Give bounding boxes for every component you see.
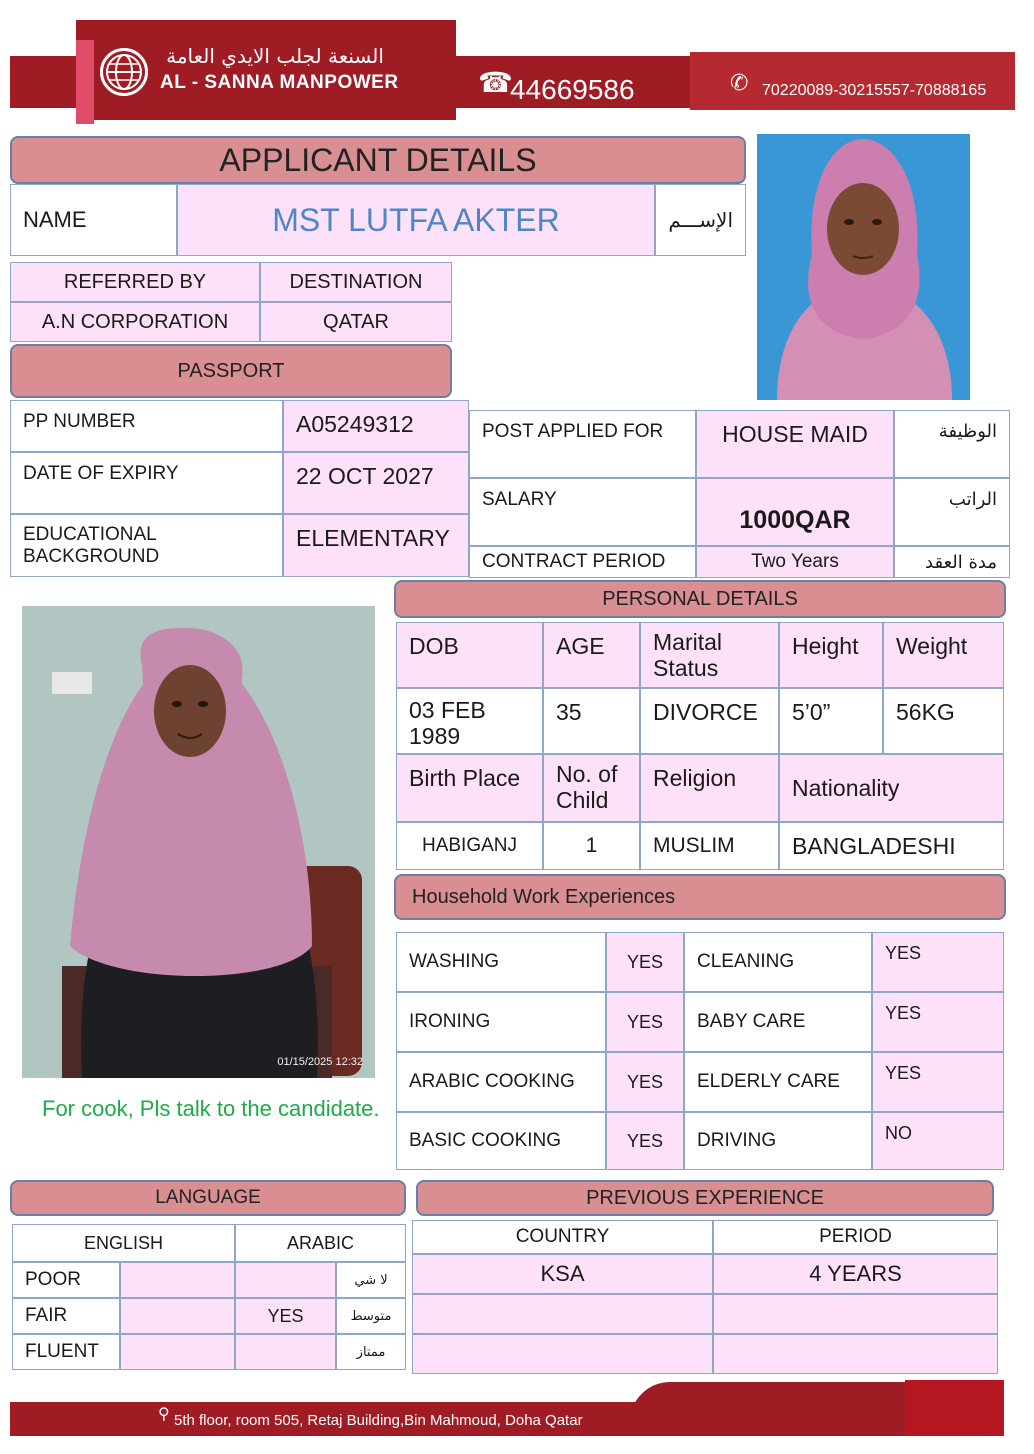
footer-address: 5th floor, room 505, Retaj Building,Bin Mahmoud, Doha Qatar — [174, 1412, 583, 1429]
post-arabic-label: الوظيفة — [894, 410, 1010, 478]
arabic-level-value — [235, 1262, 336, 1298]
weight-label: Weight — [883, 622, 1004, 688]
post-label: POST APPLIED FOR — [469, 410, 696, 478]
marital-label: Marital Status — [640, 622, 779, 688]
portrait-photo — [757, 134, 970, 400]
expiry-label: DATE OF EXPIRY — [10, 452, 283, 514]
height-value: 5’0” — [779, 688, 883, 754]
children-label: No. of Child — [543, 754, 640, 822]
skill-label: WASHING — [396, 932, 606, 992]
location-pin-icon: ⚲ — [158, 1406, 170, 1423]
passport-title: PASSPORT — [10, 344, 452, 398]
language-level: FLUENT — [12, 1334, 120, 1370]
education-value: ELEMENTARY — [283, 514, 469, 577]
applicant-details-title: APPLICANT DETAILS — [10, 136, 746, 184]
previous-country-empty — [412, 1294, 713, 1334]
language-title: LANGUAGE — [10, 1180, 406, 1216]
skill-label: ELDERLY CARE — [684, 1052, 872, 1112]
contract-arabic-label: مدة العقد — [894, 546, 1010, 578]
skill-value: YES — [872, 1052, 1004, 1112]
previous-period-value: 4 YEARS — [713, 1254, 998, 1294]
previous-period-empty — [713, 1294, 998, 1334]
language-level: POOR — [12, 1262, 120, 1298]
post-value: HOUSE MAID — [696, 410, 894, 478]
skill-value: YES — [606, 992, 684, 1052]
name-value: MST LUTFA AKTER — [177, 184, 655, 256]
personal-details-title: PERSONAL DETAILS — [394, 580, 1006, 618]
skill-label: CLEANING — [684, 932, 872, 992]
globe-logo-icon — [100, 48, 148, 96]
previous-experience-title: PREVIOUS EXPERIENCE — [416, 1180, 994, 1216]
mobile-icon: ✆ — [730, 70, 749, 95]
company-name-arabic: السنعة لجلب الايدي العامة — [166, 44, 384, 68]
pp-number-label: PP NUMBER — [10, 400, 283, 452]
skill-value: YES — [872, 992, 1004, 1052]
skill-value: YES — [606, 1052, 684, 1112]
dob-value: 03 FEB 1989 — [396, 688, 543, 754]
birthplace-value: HABIGANJ — [396, 822, 543, 870]
nationality-label: Nationality — [779, 754, 1004, 822]
previous-col-country: COUNTRY — [412, 1220, 713, 1254]
phone-number: 44669586 — [510, 74, 635, 105]
children-value: 1 — [543, 822, 640, 870]
language-level-arabic: ممتاز — [336, 1334, 406, 1370]
name-label: NAME — [10, 184, 177, 256]
company-name-english: AL - SANNA MANPOWER — [160, 72, 399, 93]
skill-value: YES — [872, 932, 1004, 992]
language-level-arabic: لا شي — [336, 1262, 406, 1298]
age-label: AGE — [543, 622, 640, 688]
referred-by-value: A.N CORPORATION — [10, 302, 260, 342]
contract-label: CONTRACT PERIOD — [469, 546, 696, 578]
header-banner — [0, 0, 1034, 130]
skill-label: ARABIC COOKING — [396, 1052, 606, 1112]
contract-value: Two Years — [696, 546, 894, 578]
salary-label: SALARY — [469, 478, 696, 546]
language-col-arabic: ARABIC — [235, 1224, 406, 1262]
weight-value: 56KG — [883, 688, 1004, 754]
arabic-level-value — [235, 1334, 336, 1370]
language-level-arabic: متوسط — [336, 1298, 406, 1334]
skill-label: DRIVING — [684, 1112, 872, 1170]
skill-label: IRONING — [396, 992, 606, 1052]
age-value: 35 — [543, 688, 640, 754]
skill-value: YES — [606, 932, 684, 992]
pp-number-value: A05249312 — [283, 400, 469, 452]
language-level: FAIR — [12, 1298, 120, 1334]
salary-value: 1000QAR — [696, 478, 894, 546]
english-level-value — [120, 1298, 235, 1334]
skill-label: BASIC COOKING — [396, 1112, 606, 1170]
destination-value: QATAR — [260, 302, 452, 342]
photo-timestamp: 01/15/2025 12:32 — [277, 1056, 363, 1068]
religion-label: Religion — [640, 754, 779, 822]
nationality-value: BANGLADESHI — [779, 822, 1004, 870]
referred-by-label: REFERRED BY — [10, 262, 260, 302]
skill-value: YES — [606, 1112, 684, 1170]
previous-country-empty — [412, 1334, 713, 1374]
household-title: Household Work Experiences — [394, 874, 1006, 920]
full-body-photo — [22, 606, 375, 1078]
destination-label: DESTINATION — [260, 262, 452, 302]
previous-country-value: KSA — [412, 1254, 713, 1294]
skill-label: BABY CARE — [684, 992, 872, 1052]
phone-icon: ☎ — [478, 67, 513, 98]
language-col-english: ENGLISH — [12, 1224, 235, 1262]
skill-value: NO — [872, 1112, 1004, 1170]
name-arabic-label: الإســـم — [655, 184, 746, 256]
footer-accent-dark — [905, 1380, 1004, 1436]
education-label: EDUCATIONAL BACKGROUND — [10, 514, 283, 577]
religion-value: MUSLIM — [640, 822, 779, 870]
arabic-level-value: YES — [235, 1298, 336, 1334]
english-level-value — [120, 1334, 235, 1370]
salary-arabic-label: الراتب — [894, 478, 1010, 546]
english-level-value — [120, 1262, 235, 1298]
height-label: Height — [779, 622, 883, 688]
marital-value: DIVORCE — [640, 688, 779, 754]
previous-period-empty — [713, 1334, 998, 1374]
dob-label: DOB — [396, 622, 543, 688]
previous-col-period: PERIOD — [713, 1220, 998, 1254]
birthplace-label: Birth Place — [396, 754, 543, 822]
expiry-value: 22 OCT 2027 — [283, 452, 469, 514]
cook-note: For cook, Pls talk to the candidate. — [42, 1096, 380, 1121]
mobile-numbers: 70220089-30215557-70888165 — [762, 82, 987, 99]
